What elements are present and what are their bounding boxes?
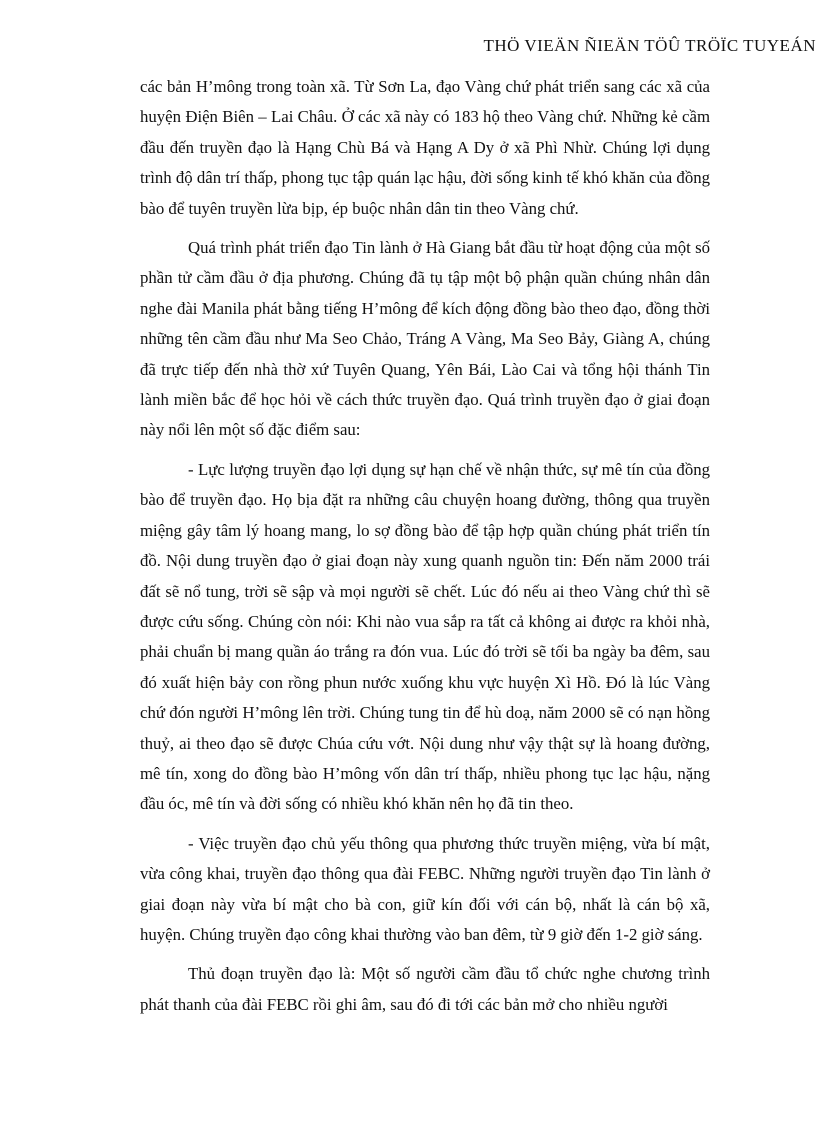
paragraph: - Việc truyền đạo chủ yếu thông qua phương thức truyền miệng, vừa bí mật, vừa công khai, truyền đạo thông qua đài FEBC. Những người truyền đạo Tin lành ở giai đoạn này vừa bí mật cho bà con, giữ kín đối với cán bộ, nhất là cán bộ xã, huyện. Chúng truyền đạo công khai thường vào ban đêm, từ 9 giờ đến 1-2 giờ sáng. (140, 833, 710, 944)
paragraph: các bản H’mông trong toàn xã. Từ Sơn La, đạo Vàng chứ phát triển sang các xã của huyện Điện Biên – Lai Châu. Ở các xã này có 183 hộ theo Vàng chứ. Những kẻ cầm đầu đến truyền đạo là Hạng Chù Bá và Hạng A Dy ở xã Phì Nhừ. Chúng lợi dụng trình độ dân trí thấp, phong tục tập quán lạc hậu, đời sống kinh tế khó khăn của đồng bào để tuyên truyền lừa bịp, ép buộc nhân dân tin theo Vàng chứ. (140, 77, 710, 218)
document-body (140, 72, 710, 1029)
paragraph: Quá trình phát triển đạo Tin lành ở Hà Giang bắt đầu từ hoạt động của một số phần tử cầm đầu ở địa phương. Chúng đã tụ tập một bộ phận quần chúng nhân dân nghe đài Manila phát bằng tiếng H’mông để kích động đồng bào theo đạo, đồng thời những tên cầm đầu như Ma Seo Chảo, Tráng A Vàng, Ma Seo Bảy, Giàng A, chúng đã trực tiếp đến nhà thờ xứ Tuyên Quang, Yên Bái, Lào Cai và tổng hội thánh Tin lành miền bắc để học hỏi về cách thức truyền đạo. Quá trình truyền đạo ở giai đoạn này nổi lên một số đặc điểm sau: (140, 238, 710, 440)
paragraph: Thủ đoạn truyền đạo là: Một số người cầm đầu tổ chức nghe chương trình phát thanh của đài FEBC rồi ghi âm, sau đó đi tới các bản mở cho nhiều người (140, 964, 710, 1014)
paragraph: - Lực lượng truyền đạo lợi dụng sự hạn chế về nhận thức, sự mê tín của đồng bào để truyền đạo. Họ bịa đặt ra những câu chuyện hoang đường, thông qua truyền miệng gây tâm lý hoang mang, lo sợ đồng bào để tập hợp quần chúng phát triển tín đồ. Nội dung truyền đạo ở giai đoạn này xung quanh nguồn tin: Đến năm 2000 trái đất sẽ nổ tung, trời sẽ sập và mọi người sẽ chết. Lúc đó nếu ai theo Vàng chứ thì sẽ được cứu sống. Chúng còn nói: Khi nào vua sắp ra tất cả không ai được ra khỏi nhà, phải chuẩn bị mang quần áo trắng ra đón vua. Lúc đó trời sẽ tối ba ngày ba đêm, sau đó xuất hiện bảy con rồng phun nước xuống khu vực huyện Xì Hồ. Đó là lúc Vàng chứ đón người H’mông lên trời. Chúng tung tin để hù doạ, năm 2000 sẽ có nạn hồng thuỷ, ai theo đạo sẽ được Chúa cứu vớt. Nội dung như vậy thật sự là hoang đường, mê tín, xong do đồng bào H’mông vốn dân trí thấp, nhiều phong tục lạc hậu, nặng đầu óc, mê tín và đời sống có nhiều khó khăn nên họ đã tin theo. (140, 459, 710, 814)
page-header: THÖ VIEÄN ÑIEÄN TÖÛ TRÖÏC TUYEÁN (483, 36, 816, 55)
